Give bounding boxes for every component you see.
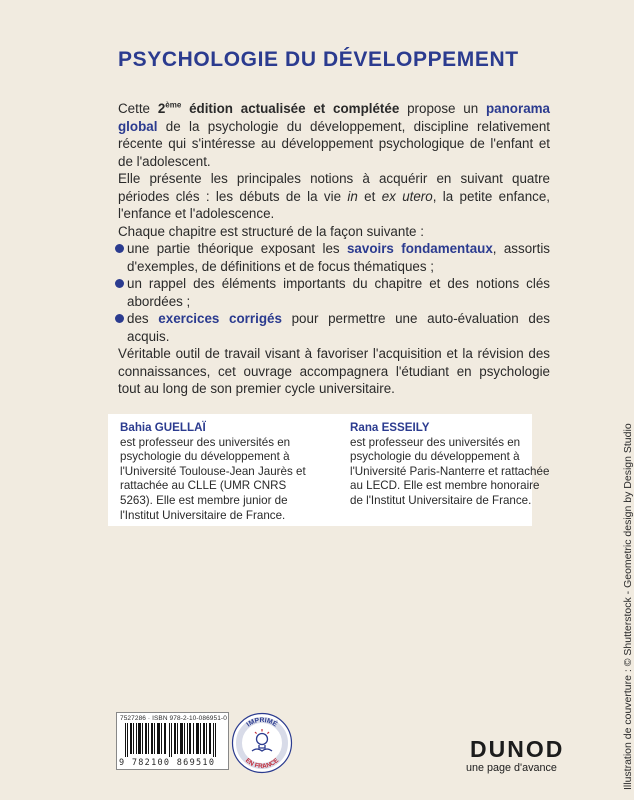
imprime-en-france-badge-icon — [231, 712, 293, 774]
periods-paragraph: Elle présente les principales notions à acquérir en suivant quatre périodes clés : les débuts de la vie in et ex utero, la petite enfance, l'enfance et l'adolescence. — [118, 171, 551, 221]
isbn-code: 7527286 · ISBN 978-2-10-086951-0 — [120, 715, 227, 722]
bullet-dot-icon — [115, 244, 124, 253]
back-cover-description — [118, 100, 550, 398]
author-name: Bahia GUELLAÏ — [120, 421, 206, 434]
book-title: PSYCHOLOGIE DU DÉVELOPPEMENT — [118, 48, 519, 71]
cover-illustration-credit: Illustration de couverture : © Shutterstock - Geometric design by Design Studio — [622, 423, 634, 790]
publisher-logo: DUNOD — [470, 736, 565, 762]
badge-bottom-text: EN FRANCE — [243, 757, 281, 771]
bullet-dot-icon — [115, 279, 124, 288]
author-bio: est professeur des universités en psychologie du développement à l'Université Paris-Nanterre et rattachée au LECD. Elle est membre honoraire de l'Institut Universitaire de France. — [350, 435, 550, 507]
author-bio: est professeur des universités en psychologie du développement à l'Université Toulouse-Jean Jaurès et rattachée au CLLE (UMR CNRS 5263). Elle est membre junior de l'Institut Universitaire de France. — [120, 435, 306, 522]
author-bahia-guellai — [120, 421, 320, 523]
intro-paragraph: Cette 2ème édition actualisée et complétée propose un panorama global de la psychologie du développement, discipline relativement récente qui s'intéresse au développement psychologique de l'enfant et de l'adolescent. — [118, 100, 550, 169]
bullet-dot-icon — [115, 314, 124, 323]
list-item: une partie théorique exposant les savoirs fondamentaux, assortis d'exemples, de définitions et de focus thématiques ; — [118, 240, 550, 275]
authors-box — [108, 414, 550, 526]
barcode-bars-icon — [125, 723, 220, 757]
list-item: des exercices corrigés pour permettre une auto-évaluation des acquis. — [118, 310, 550, 345]
isbn-barcode — [116, 712, 229, 770]
publisher-tagline: une page d'avance — [466, 762, 557, 774]
list-item: un rappel des éléments importants du chapitre et des notions clés abordées ; — [118, 275, 550, 310]
conclusion-paragraph: Véritable outil de travail visant à favoriser l'acquisition et la révision des connaissances, cet ouvrage accompagnera l'étudiant en psychologie tout au long de son premier cycle universitaire. — [118, 346, 550, 396]
badge-top-text: IMPRIMÉ — [245, 717, 279, 729]
structure-list — [118, 240, 550, 345]
highlight-panorama: panorama global — [118, 101, 550, 134]
structure-paragraph: Chaque chapitre est structuré de la façon suivante : — [118, 223, 424, 239]
isbn-number: 9 782100 869510 — [119, 758, 216, 768]
author-name: Rana ESSEILY — [350, 421, 430, 434]
author-rana-esseily — [350, 421, 550, 509]
